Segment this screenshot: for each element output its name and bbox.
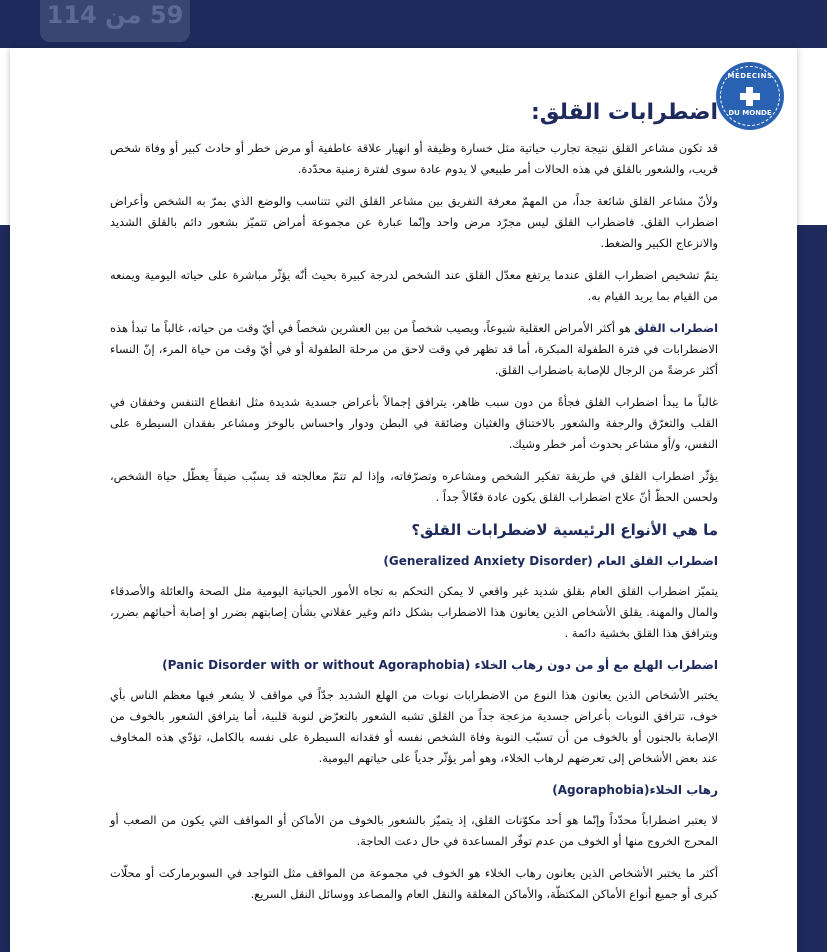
agoraphobia-text-1: لا يعتبر اضطراباً محدّداً وإنّما هو أحد مكوّنات القلق، إذ يتميّز بالشعور بالخوف من الأماكن أو المواقف التي يكون من الصعب أو المحرج الخروج منها أو الخوف من عدم توفّر المساعدة في حال دعت الحاجة. bbox=[110, 813, 718, 848]
paragraph-intro: قد تكون مشاعر القلق نتيجة تجارب حياتية مثل خسارة وظيفة أو انهيار علاقة عاطفية أو مرض خطر أو حادث كبير أو وفاة شخص قريب، والشعور بالقلق في هذه الحالات أمر طبيعي لا يدوم عادة سوى لفترة زمنية محدّدة. bbox=[110, 141, 718, 176]
gad-heading: اضطراب القلق العام (Generalized Anxiety Disorder) bbox=[383, 554, 718, 568]
right-margin-band bbox=[797, 225, 827, 952]
panic-text: يختبر الأشخاص الذين يعانون هذا النوع من الاضطرابات نوبات من الهلع الشديد جدّاً في مواقف لا يشعر فيها معظم الناس بأي خوف، تترافق النوبات بأعراض جسدية مزعجة جداً من القلق تشبه الشعور بالتعرّض لنوبة قلبية، أما يترافق الشعور بالخوف من الإصابة بالجنون أو بالخوف من أن تسبّب النوبة وفاة الشخص نفسه أو فقدانه السيطرة على نفسه بالكامل، تؤدّي هذه المخاوف عند بعض الأشخاص إلى تعرضهم لرهاب الخلاء، وهو أمر يؤثّر جدياً على حياتهم اليومية. bbox=[110, 688, 718, 765]
paragraph-diagnosis: يتمّ تشخيص اضطراب القلق عندما يرتفع معدّل القلق عند الشخص لدرجة كبيرة بحيث أنّه يؤثّر مباشرة على حياته اليومية ويمنعه من القيام بما يريد القيام به. bbox=[110, 268, 718, 303]
paragraph-symptoms: غالباً ما يبدأ اضطراب القلق فجأةً من دون سبب ظاهر، يترافق إجمالاً بأعراض جسدية شديدة مثل انقطاع التنفس وخفقان في القلب والتعرّق والرجفة والشعور بالاختناق والغثيان وضائقة في البطن ودوار واحساس بالوخز ومشاعر بفقدان السيطرة على النفس، و/أو مشاعر بحدوث أمر خطر وشيك. bbox=[110, 395, 718, 451]
section-title: ما هي الأنواع الرئيسية لاضطرابات القلق؟ bbox=[411, 521, 718, 539]
paragraph-common: ولأنّ مشاعر القلق شائعة جداً، من المهمّ معرفة التفريق بين مشاعر القلق التي تتناسب والوضع الذي يمرّ به الشخص وأعراض اضطراب القلق. فاضطراب القلق ليس مجرّد مرض واحد وإنّما عبارة عن مجموعة أمراض تتميّز بشعور دائم بالقلق الشديد والانزعاج الكبير والضغط. bbox=[110, 194, 718, 250]
paragraph-prevalence-text: هو أكثر الأمراض العقلية شيوعاً، ويصيب شخصاً من بين العشرين شخصاً في أيّ وقت من حياته، غالباً ما تبدأ هذه الاضطرابات في فترة الطفولة المبكرة، أما قد تظهر في وقت لاحق من مرحلة الطفولة أو في أيّ وقت من حياة المرء، إنّ النساء أكثر عرضةً من الرجال للإصابة باضطراب القلق. bbox=[110, 321, 718, 377]
logo-bottom-text: DU MONDE bbox=[728, 109, 772, 117]
page-counter: 59 من 114 bbox=[40, 0, 190, 42]
panic-heading: اضطراب الهلع مع أو من دون رهاب الخلاء (Panic Disorder with or without Agoraphobia) bbox=[162, 658, 718, 672]
logo-cross-vertical bbox=[746, 87, 753, 106]
agoraphobia-text-2: أكثر ما يختبر الأشخاص الذين يعانون رهاب الخلاء هو الخوف في مجموعة من المواقف مثل التواجد في السوبرماركت أو محلّات كبرى أو جميع أنواع الأماكن المكتظّة، والأماكن المغلقة والنقل العام والمصاعد ووسائل النقل السريع. bbox=[110, 866, 718, 901]
document-page[interactable] bbox=[10, 48, 797, 952]
top-bar bbox=[0, 0, 827, 48]
agoraphobia-heading: رهاب الخلاء(Agoraphobia) bbox=[552, 783, 718, 797]
paragraph-impact: يؤثّر اضطراب القلق في طريقة تفكير الشخص ومشاعره وتصرّفاته، وإذا لم تتمّ معالجته قد يسبّب ضيقاً يعطّل حياة الشخص، ولحسن الحظّ أنّ علاج اضطراب القلق يكون عادة فعّالاً جداً . bbox=[110, 469, 718, 504]
page-content bbox=[110, 98, 718, 916]
logo-top-text: MÉDECINS bbox=[727, 72, 773, 80]
highlight-term: اضطراب القلق bbox=[634, 321, 718, 335]
cross-logo-icon bbox=[716, 62, 784, 130]
page-title: اضطرابات القلق: bbox=[531, 100, 718, 125]
paragraph-prevalence bbox=[110, 318, 718, 381]
gad-text: يتميّز اضطراب القلق العام بقلق شديد غير واقعي لا يمكن التحكم به تجاه الأمور الحياتية اليومية مثل الصحة والعائلة والأصدقاء والمال والمهنة. يقلق الأشخاص الذين يعانون هذا الاضطراب بشكل دائم وغير عقلاني بشأن إصابتهم بضرر او إصابة أحبائهم بضرر، ويترافق هذا القلق بخشية دائمة . bbox=[110, 584, 718, 640]
